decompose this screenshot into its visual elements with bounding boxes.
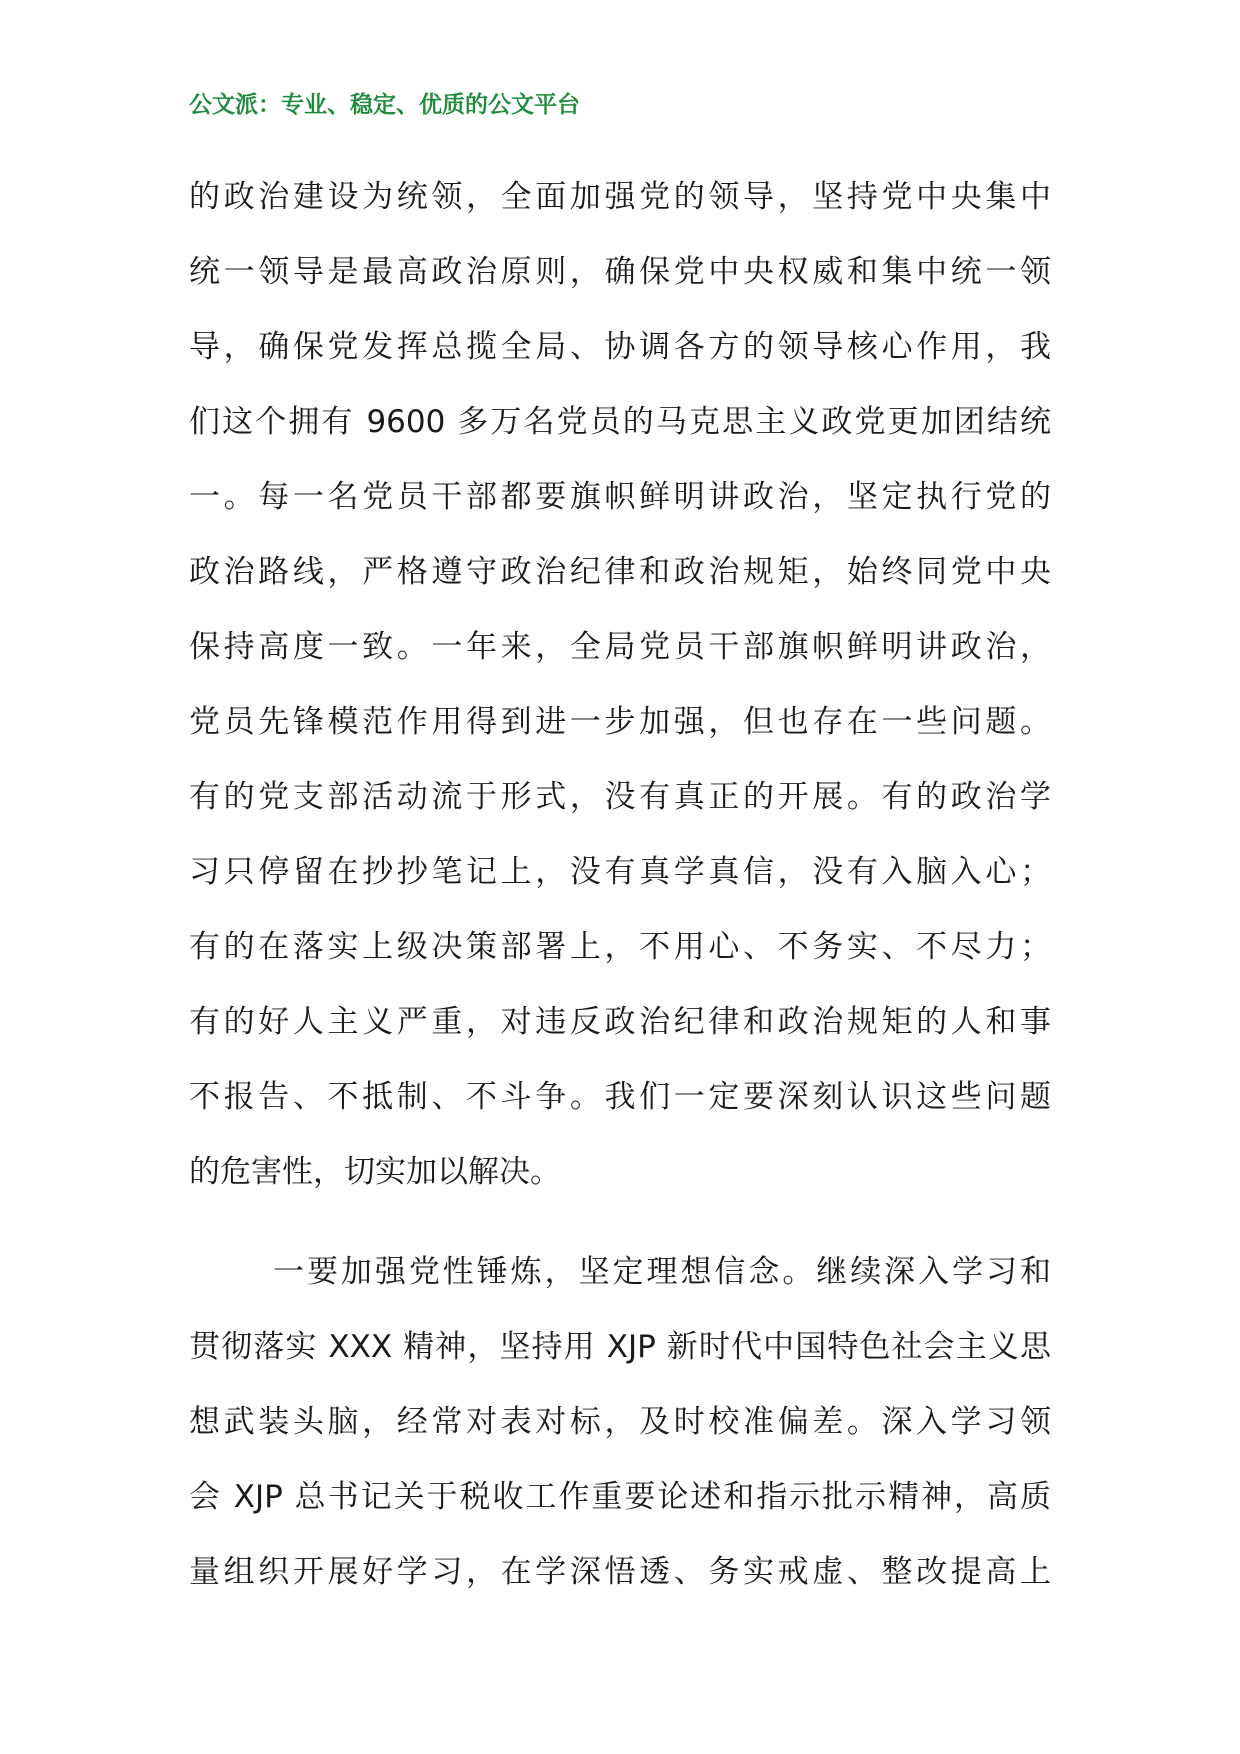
paragraph-line: 保持高度一致。一年来，全局党员干部旗帜鲜明讲政治， xyxy=(189,629,1051,665)
paragraph-line: 导，确保党发挥总揽全局、协调各方的领导核心作用，我 xyxy=(189,329,1051,365)
paragraph-line: 想武装头脑，经常对表对标，及时校准偏差。深入学习领 xyxy=(189,1404,1051,1440)
paragraph-line: 不报告、不抵制、不斗争。我们一定要深刻认识这些问题 xyxy=(189,1079,1051,1115)
paragraph-line: 政治路线，严格遵守政治纪律和政治规矩，始终同党中央 xyxy=(189,554,1051,590)
paragraph-line: 们这个拥有 9600 多万名党员的马克思主义政党更加团结统 xyxy=(189,404,1051,440)
paragraph-line: 会 XJP 总书记关于税收工作重要论述和指示批示精神，高质 xyxy=(189,1479,1051,1515)
paragraph-line: 量组织开展好学习，在学深悟透、务实戒虚、整改提高上 xyxy=(189,1554,1051,1590)
paragraph-line: 党员先锋模范作用得到进一步加强，但也存在一些问题。 xyxy=(189,704,1051,740)
paragraph-line: 有的好人主义严重，对违反政治纪律和政治规矩的人和事 xyxy=(189,1004,1051,1040)
paragraph-line: 的危害性，切实加以解决。 xyxy=(189,1154,561,1190)
paragraph-line: 一要加强党性锤炼，坚定理想信念。继续深入学习和 xyxy=(273,1254,1051,1290)
paragraph-2 xyxy=(189,1235,1051,1610)
paragraph-line: 有的党支部活动流于形式，没有真正的开展。有的政治学 xyxy=(189,779,1051,815)
paragraph-line: 一。每一名党员干部都要旗帜鲜明讲政治，坚定执行党的 xyxy=(189,479,1051,515)
paragraph-line: 贯彻落实 XXX 精神，坚持用 XJP 新时代中国特色社会主义思 xyxy=(189,1329,1051,1365)
paragraph-line: 有的在落实上级决策部署上，不用心、不务实、不尽力； xyxy=(189,929,1051,965)
paragraph-line: 习只停留在抄抄笔记上，没有真学真信，没有入脑入心； xyxy=(189,854,1051,890)
paragraph-1 xyxy=(189,160,1051,1210)
paragraph-line: 统一领导是最高政治原则，确保党中央权威和集中统一领 xyxy=(189,254,1051,290)
paragraph-line: 的政治建设为统领，全面加强党的领导，坚持党中央集中 xyxy=(189,179,1051,215)
page-header: 公文派：专业、稳定、优质的公文平台 xyxy=(189,92,580,118)
